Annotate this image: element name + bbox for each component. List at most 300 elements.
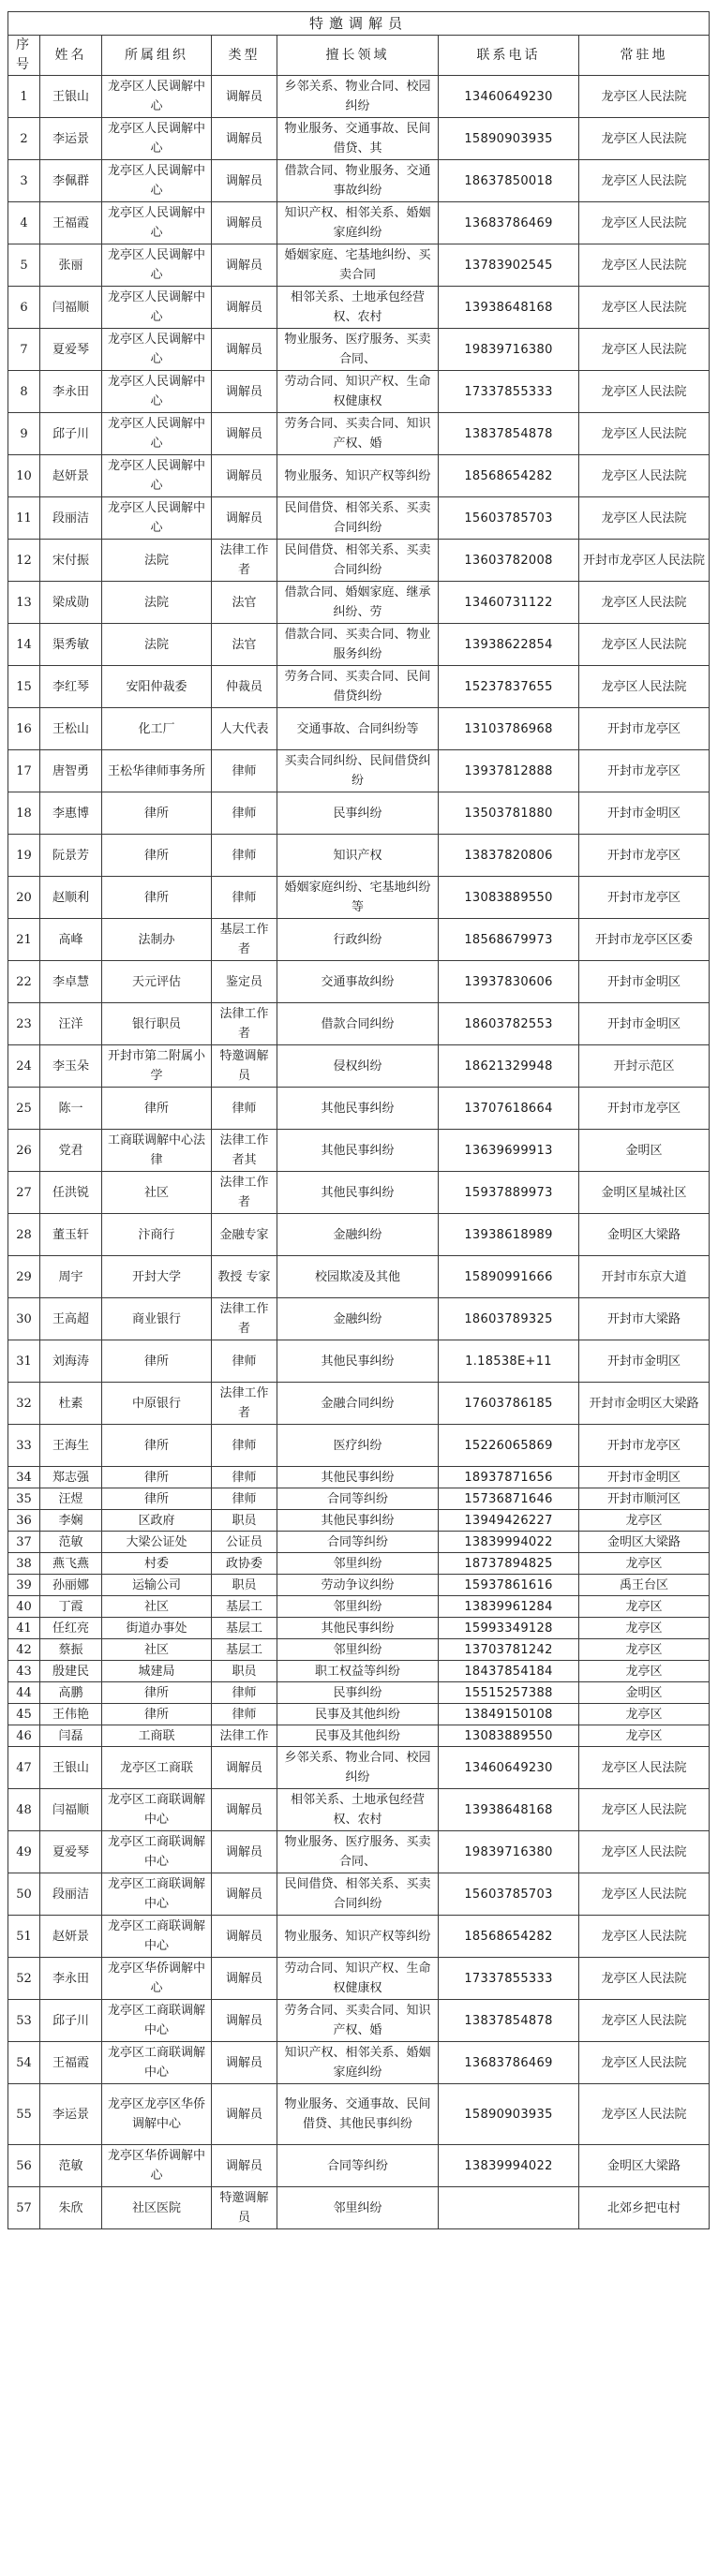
cell-type: 调解员 xyxy=(212,2084,277,2145)
cell-location: 龙亭区人民法院 xyxy=(579,455,710,497)
cell-org: 律所 xyxy=(102,1467,212,1488)
cell-phone: 13103786968 xyxy=(439,708,579,750)
cell-org: 街道办事处 xyxy=(102,1618,212,1639)
header-seq: 序号 xyxy=(8,36,40,76)
cell-phone: 18568679973 xyxy=(439,919,579,961)
mediator-roster-table xyxy=(7,11,710,2229)
cell-name: 李娴 xyxy=(40,1510,102,1532)
table-row xyxy=(8,582,710,624)
cell-location: 金明区大梁路 xyxy=(579,2145,710,2187)
cell-phone: 18621329948 xyxy=(439,1045,579,1088)
cell-type: 法律工作者 xyxy=(212,1003,277,1045)
cell-org: 天元评估 xyxy=(102,961,212,1003)
cell-location: 北郊乡把屯村 xyxy=(579,2187,710,2229)
cell-area: 借款合同、物业服务、交通事故纠纷 xyxy=(277,160,439,202)
cell-phone: 13938648168 xyxy=(439,1789,579,1831)
table-row xyxy=(8,624,710,666)
cell-org: 律所 xyxy=(102,1425,212,1467)
table-row xyxy=(8,1704,710,1725)
cell-seq: 5 xyxy=(8,244,40,287)
cell-seq: 17 xyxy=(8,750,40,792)
cell-org: 大梁公证处 xyxy=(102,1532,212,1553)
cell-org: 龙亭区华侨调解中心 xyxy=(102,2145,212,2187)
cell-seq: 37 xyxy=(8,1532,40,1553)
cell-location: 龙亭区人民法院 xyxy=(579,2084,710,2145)
cell-seq: 41 xyxy=(8,1618,40,1639)
cell-type: 律师 xyxy=(212,1682,277,1704)
cell-org: 法院 xyxy=(102,540,212,582)
header-phone: 联系电话 xyxy=(439,36,579,76)
cell-seq: 12 xyxy=(8,540,40,582)
cell-name: 宋付振 xyxy=(40,540,102,582)
cell-phone: 15603785703 xyxy=(439,497,579,540)
cell-org: 社区 xyxy=(102,1172,212,1214)
cell-type: 仲裁员 xyxy=(212,666,277,708)
table-row xyxy=(8,118,710,160)
cell-location: 龙亭区 xyxy=(579,1618,710,1639)
cell-name: 邱子川 xyxy=(40,413,102,455)
cell-type: 调解员 xyxy=(212,1831,277,1873)
table-row xyxy=(8,1789,710,1831)
cell-name: 王海生 xyxy=(40,1425,102,1467)
cell-area: 劳务合同、买卖合同、民间借贷纠纷 xyxy=(277,666,439,708)
cell-seq: 25 xyxy=(8,1088,40,1130)
cell-location: 开封市顺河区 xyxy=(579,1488,710,1510)
cell-org: 律所 xyxy=(102,835,212,877)
cell-seq: 14 xyxy=(8,624,40,666)
table-row xyxy=(8,1488,710,1510)
cell-area: 借款合同、婚姻家庭、继承纠纷、劳 xyxy=(277,582,439,624)
cell-location: 开封市龙亭区 xyxy=(579,1425,710,1467)
cell-location: 开封市龙亭区区委 xyxy=(579,919,710,961)
cell-seq: 26 xyxy=(8,1130,40,1172)
cell-type: 律师 xyxy=(212,750,277,792)
cell-name: 王高超 xyxy=(40,1298,102,1340)
cell-name: 燕飞燕 xyxy=(40,1553,102,1575)
cell-seq: 53 xyxy=(8,2000,40,2042)
cell-org: 龙亭区人民调解中心 xyxy=(102,118,212,160)
cell-name: 赵妍景 xyxy=(40,1916,102,1958)
cell-area: 借款合同纠纷 xyxy=(277,1003,439,1045)
cell-name: 李永田 xyxy=(40,1958,102,2000)
table-row xyxy=(8,1003,710,1045)
cell-seq: 1 xyxy=(8,76,40,118)
cell-area: 校园欺凌及其他 xyxy=(277,1256,439,1298)
cell-type: 调解员 xyxy=(212,1873,277,1916)
cell-area: 其他民事纠纷 xyxy=(277,1340,439,1383)
cell-location: 龙亭区人民法院 xyxy=(579,1958,710,2000)
table-row xyxy=(8,961,710,1003)
cell-seq: 43 xyxy=(8,1661,40,1682)
cell-phone: 19839716380 xyxy=(439,329,579,371)
cell-area: 职工权益等纠纷 xyxy=(277,1661,439,1682)
cell-seq: 46 xyxy=(8,1725,40,1747)
header-type: 类型 xyxy=(212,36,277,76)
cell-seq: 50 xyxy=(8,1873,40,1916)
cell-seq: 30 xyxy=(8,1298,40,1340)
cell-seq: 6 xyxy=(8,287,40,329)
cell-seq: 33 xyxy=(8,1425,40,1467)
cell-type: 调解员 xyxy=(212,2000,277,2042)
cell-org: 城建局 xyxy=(102,1661,212,1682)
cell-name: 夏爱琴 xyxy=(40,329,102,371)
cell-org: 龙亭区工商联调解中心 xyxy=(102,2000,212,2042)
cell-seq: 23 xyxy=(8,1003,40,1045)
cell-area: 知识产权、相邻关系、婚姻家庭纠纷 xyxy=(277,202,439,244)
table-row xyxy=(8,1725,710,1747)
cell-area: 知识产权、相邻关系、婚姻家庭纠纷 xyxy=(277,2042,439,2084)
cell-seq: 3 xyxy=(8,160,40,202)
cell-phone: 13937830606 xyxy=(439,961,579,1003)
cell-area: 其他民事纠纷 xyxy=(277,1618,439,1639)
cell-location: 开封市金明区 xyxy=(579,961,710,1003)
cell-location: 开封市金明区 xyxy=(579,1467,710,1488)
cell-org: 工商联 xyxy=(102,1725,212,1747)
cell-phone: 13949426227 xyxy=(439,1510,579,1532)
cell-name: 王松山 xyxy=(40,708,102,750)
cell-type: 职员 xyxy=(212,1510,277,1532)
cell-location: 开封市金明区 xyxy=(579,792,710,835)
table-title: 特邀调解员 xyxy=(8,12,710,36)
cell-type: 调解员 xyxy=(212,1916,277,1958)
table-row xyxy=(8,540,710,582)
cell-org: 龙亭区人民调解中心 xyxy=(102,160,212,202)
cell-name: 陈一 xyxy=(40,1088,102,1130)
cell-area: 其他民事纠纷 xyxy=(277,1510,439,1532)
cell-area: 金融合同纠纷 xyxy=(277,1383,439,1425)
cell-name: 范敏 xyxy=(40,1532,102,1553)
cell-type: 律师 xyxy=(212,1467,277,1488)
cell-location: 龙亭区人民法院 xyxy=(579,1831,710,1873)
cell-name: 汪煜 xyxy=(40,1488,102,1510)
cell-seq: 27 xyxy=(8,1172,40,1214)
cell-type: 调解员 xyxy=(212,160,277,202)
cell-type: 律师 xyxy=(212,1340,277,1383)
header-name: 姓名 xyxy=(40,36,102,76)
cell-org: 社区医院 xyxy=(102,2187,212,2229)
table-row xyxy=(8,1340,710,1383)
cell-name: 赵妍景 xyxy=(40,455,102,497)
cell-org: 法院 xyxy=(102,582,212,624)
cell-phone: 18937871656 xyxy=(439,1467,579,1488)
cell-seq: 45 xyxy=(8,1704,40,1725)
cell-seq: 32 xyxy=(8,1383,40,1425)
cell-area: 婚姻家庭纠纷、宅基地纠纷等 xyxy=(277,877,439,919)
cell-name: 段丽洁 xyxy=(40,1873,102,1916)
cell-location: 龙亭区人民法院 xyxy=(579,76,710,118)
cell-seq: 2 xyxy=(8,118,40,160)
cell-type: 基层工 xyxy=(212,1639,277,1661)
cell-type: 律师 xyxy=(212,1425,277,1467)
cell-name: 李红琴 xyxy=(40,666,102,708)
cell-phone: 15515257388 xyxy=(439,1682,579,1704)
cell-org: 安阳仲裁委 xyxy=(102,666,212,708)
cell-location: 龙亭区人民法院 xyxy=(579,287,710,329)
header-area: 擅长领域 xyxy=(277,36,439,76)
cell-type: 特邀调解员 xyxy=(212,1045,277,1088)
table-row xyxy=(8,1618,710,1639)
table-row xyxy=(8,1958,710,2000)
cell-seq: 34 xyxy=(8,1467,40,1488)
cell-area: 侵权纠纷 xyxy=(277,1045,439,1088)
cell-phone: 17603786185 xyxy=(439,1383,579,1425)
cell-type: 调解员 xyxy=(212,1747,277,1789)
cell-seq: 8 xyxy=(8,371,40,413)
cell-phone: 13503781880 xyxy=(439,792,579,835)
cell-phone: 13639699913 xyxy=(439,1130,579,1172)
cell-seq: 28 xyxy=(8,1214,40,1256)
cell-seq: 16 xyxy=(8,708,40,750)
table-row xyxy=(8,2145,710,2187)
cell-type: 调解员 xyxy=(212,1789,277,1831)
cell-area: 民事及其他纠纷 xyxy=(277,1704,439,1725)
cell-location: 金明区大梁路 xyxy=(579,1214,710,1256)
cell-name: 闫磊 xyxy=(40,1725,102,1747)
cell-phone: 18568654282 xyxy=(439,1916,579,1958)
cell-type: 法官 xyxy=(212,582,277,624)
cell-type: 法律工作者 xyxy=(212,1298,277,1340)
cell-location: 龙亭区人民法院 xyxy=(579,413,710,455)
table-row xyxy=(8,1639,710,1661)
cell-seq: 31 xyxy=(8,1340,40,1383)
cell-phone: 18737894825 xyxy=(439,1553,579,1575)
table-row xyxy=(8,1088,710,1130)
cell-phone: 13849150108 xyxy=(439,1704,579,1725)
table-row xyxy=(8,287,710,329)
table-row xyxy=(8,1575,710,1596)
table-row xyxy=(8,1298,710,1340)
table-row xyxy=(8,750,710,792)
table-header-row xyxy=(8,36,710,76)
table-row xyxy=(8,2042,710,2084)
cell-area: 医疗纠纷 xyxy=(277,1425,439,1467)
table-row xyxy=(8,1553,710,1575)
cell-location: 龙亭区 xyxy=(579,1510,710,1532)
cell-location: 龙亭区 xyxy=(579,1704,710,1725)
cell-phone: 15937861616 xyxy=(439,1575,579,1596)
cell-location: 龙亭区人民法院 xyxy=(579,371,710,413)
cell-phone: 13938618989 xyxy=(439,1214,579,1256)
cell-phone: 13683786469 xyxy=(439,202,579,244)
cell-area: 劳务合同、买卖合同、知识产权、婚 xyxy=(277,2000,439,2042)
cell-type: 调解员 xyxy=(212,118,277,160)
cell-phone: 19839716380 xyxy=(439,1831,579,1873)
cell-name: 王福霞 xyxy=(40,2042,102,2084)
cell-area: 物业服务、知识产权等纠纷 xyxy=(277,455,439,497)
cell-phone: 18637850018 xyxy=(439,160,579,202)
cell-seq: 57 xyxy=(8,2187,40,2229)
cell-org: 中原银行 xyxy=(102,1383,212,1425)
cell-location: 龙亭区 xyxy=(579,1661,710,1682)
cell-phone: 18437854184 xyxy=(439,1661,579,1682)
cell-phone: 13839961284 xyxy=(439,1596,579,1618)
cell-seq: 13 xyxy=(8,582,40,624)
cell-phone: 13703781242 xyxy=(439,1639,579,1661)
cell-name: 王银山 xyxy=(40,1747,102,1789)
cell-location: 开封市龙亭区 xyxy=(579,750,710,792)
cell-org: 龙亭区华侨调解中心 xyxy=(102,1958,212,2000)
cell-location: 龙亭区人民法院 xyxy=(579,1789,710,1831)
table-row xyxy=(8,1256,710,1298)
cell-name: 李玉朵 xyxy=(40,1045,102,1088)
cell-area: 交通事故纠纷 xyxy=(277,961,439,1003)
cell-area: 合同等纠纷 xyxy=(277,1532,439,1553)
cell-seq: 48 xyxy=(8,1789,40,1831)
cell-location: 龙亭区人民法院 xyxy=(579,329,710,371)
cell-name: 李运景 xyxy=(40,118,102,160)
cell-phone: 13083889550 xyxy=(439,877,579,919)
cell-area: 物业服务、知识产权等纠纷 xyxy=(277,1916,439,1958)
cell-location: 开封市龙亭区 xyxy=(579,835,710,877)
cell-type: 调解员 xyxy=(212,287,277,329)
cell-location: 龙亭区 xyxy=(579,1725,710,1747)
cell-location: 开封市金明区大梁路 xyxy=(579,1383,710,1425)
cell-area: 相邻关系、土地承包经营权、农村 xyxy=(277,287,439,329)
cell-name: 李佩群 xyxy=(40,160,102,202)
cell-seq: 20 xyxy=(8,877,40,919)
cell-type: 公证员 xyxy=(212,1532,277,1553)
cell-area: 劳动合同、知识产权、生命权健康权 xyxy=(277,1958,439,2000)
table-row xyxy=(8,1661,710,1682)
cell-org: 村委 xyxy=(102,1553,212,1575)
cell-type: 基层工 xyxy=(212,1596,277,1618)
cell-location: 龙亭区人民法院 xyxy=(579,1747,710,1789)
cell-phone: 13683786469 xyxy=(439,2042,579,2084)
cell-area: 其他民事纠纷 xyxy=(277,1088,439,1130)
cell-type: 法律工作 xyxy=(212,1725,277,1747)
cell-area: 其他民事纠纷 xyxy=(277,1172,439,1214)
cell-name: 王伟艳 xyxy=(40,1704,102,1725)
cell-name: 孙丽娜 xyxy=(40,1575,102,1596)
cell-phone: 13460731122 xyxy=(439,582,579,624)
cell-phone: 13839994022 xyxy=(439,2145,579,2187)
cell-name: 渠秀敏 xyxy=(40,624,102,666)
cell-org: 运输公司 xyxy=(102,1575,212,1596)
cell-location: 龙亭区 xyxy=(579,1639,710,1661)
table-row xyxy=(8,792,710,835)
cell-org: 社区 xyxy=(102,1596,212,1618)
cell-name: 高鹏 xyxy=(40,1682,102,1704)
cell-type: 调解员 xyxy=(212,1958,277,2000)
cell-seq: 36 xyxy=(8,1510,40,1532)
cell-org: 律所 xyxy=(102,1682,212,1704)
table-row xyxy=(8,1467,710,1488)
cell-location: 龙亭区人民法院 xyxy=(579,1916,710,1958)
cell-phone: 15890991666 xyxy=(439,1256,579,1298)
table-row xyxy=(8,2000,710,2042)
cell-area: 交通事故、合同纠纷等 xyxy=(277,708,439,750)
cell-location: 开封市金明区 xyxy=(579,1340,710,1383)
table-row xyxy=(8,202,710,244)
cell-location: 龙亭区人民法院 xyxy=(579,666,710,708)
cell-location: 开封市大梁路 xyxy=(579,1298,710,1340)
cell-type: 基层工 xyxy=(212,1618,277,1639)
cell-name: 李惠博 xyxy=(40,792,102,835)
table-row xyxy=(8,76,710,118)
cell-location: 开封市龙亭区人民法院 xyxy=(579,540,710,582)
cell-type: 调解员 xyxy=(212,371,277,413)
cell-phone: 15237837655 xyxy=(439,666,579,708)
table-row xyxy=(8,371,710,413)
cell-type: 调解员 xyxy=(212,329,277,371)
cell-org: 化工厂 xyxy=(102,708,212,750)
cell-location: 龙亭区人民法院 xyxy=(579,624,710,666)
cell-type: 律师 xyxy=(212,1704,277,1725)
cell-location: 开封示范区 xyxy=(579,1045,710,1088)
cell-location: 龙亭区 xyxy=(579,1596,710,1618)
cell-phone: 17337855333 xyxy=(439,1958,579,2000)
cell-org: 龙亭区工商联 xyxy=(102,1747,212,1789)
cell-area: 物业服务、医疗服务、买卖合同、 xyxy=(277,1831,439,1873)
cell-seq: 7 xyxy=(8,329,40,371)
cell-type: 职员 xyxy=(212,1661,277,1682)
cell-name: 王银山 xyxy=(40,76,102,118)
cell-name: 任洪锐 xyxy=(40,1172,102,1214)
cell-type: 基层工作者 xyxy=(212,919,277,961)
cell-type: 法律工作者 xyxy=(212,1172,277,1214)
cell-type: 鉴定员 xyxy=(212,961,277,1003)
cell-area: 民事及其他纠纷 xyxy=(277,1725,439,1747)
cell-area: 乡邻关系、物业合同、校园纠纷 xyxy=(277,1747,439,1789)
cell-name: 刘海涛 xyxy=(40,1340,102,1383)
cell-type: 教授 专家 xyxy=(212,1256,277,1298)
cell-phone: 13837820806 xyxy=(439,835,579,877)
table-row xyxy=(8,1214,710,1256)
cell-org: 社区 xyxy=(102,1639,212,1661)
cell-type: 律师 xyxy=(212,1488,277,1510)
cell-location: 龙亭区人民法院 xyxy=(579,160,710,202)
cell-type: 律师 xyxy=(212,792,277,835)
cell-org: 龙亭区人民调解中心 xyxy=(102,76,212,118)
cell-type: 律师 xyxy=(212,877,277,919)
table-row xyxy=(8,1831,710,1873)
cell-phone: 13938622854 xyxy=(439,624,579,666)
cell-name: 唐智勇 xyxy=(40,750,102,792)
cell-org: 律所 xyxy=(102,1704,212,1725)
cell-type: 法律工作者 xyxy=(212,1383,277,1425)
cell-org: 龙亭区人民调解中心 xyxy=(102,202,212,244)
cell-name: 朱欣 xyxy=(40,2187,102,2229)
cell-phone: 18603782553 xyxy=(439,1003,579,1045)
cell-seq: 54 xyxy=(8,2042,40,2084)
table-row xyxy=(8,1916,710,1958)
cell-area: 行政纠纷 xyxy=(277,919,439,961)
cell-location: 龙亭区人民法院 xyxy=(579,497,710,540)
cell-org: 律所 xyxy=(102,1488,212,1510)
cell-location: 龙亭区人民法院 xyxy=(579,202,710,244)
cell-org: 开封市第二附属小学 xyxy=(102,1045,212,1088)
cell-name: 殷建民 xyxy=(40,1661,102,1682)
cell-name: 李卓慧 xyxy=(40,961,102,1003)
table-row xyxy=(8,413,710,455)
table-row xyxy=(8,1045,710,1088)
cell-phone: 1.18538E+11 xyxy=(439,1340,579,1383)
cell-type: 律师 xyxy=(212,835,277,877)
cell-name: 李永田 xyxy=(40,371,102,413)
cell-phone: 13837854878 xyxy=(439,413,579,455)
cell-phone: 15226065869 xyxy=(439,1425,579,1467)
cell-name: 郑志强 xyxy=(40,1467,102,1488)
cell-location: 龙亭区 xyxy=(579,1553,710,1575)
cell-location: 金明区星城社区 xyxy=(579,1172,710,1214)
cell-area: 邻里纠纷 xyxy=(277,1553,439,1575)
cell-location: 龙亭区人民法院 xyxy=(579,118,710,160)
cell-org: 区政府 xyxy=(102,1510,212,1532)
cell-type: 法律工作者其 xyxy=(212,1130,277,1172)
cell-seq: 56 xyxy=(8,2145,40,2187)
cell-org: 银行职员 xyxy=(102,1003,212,1045)
cell-area: 金融纠纷 xyxy=(277,1298,439,1340)
